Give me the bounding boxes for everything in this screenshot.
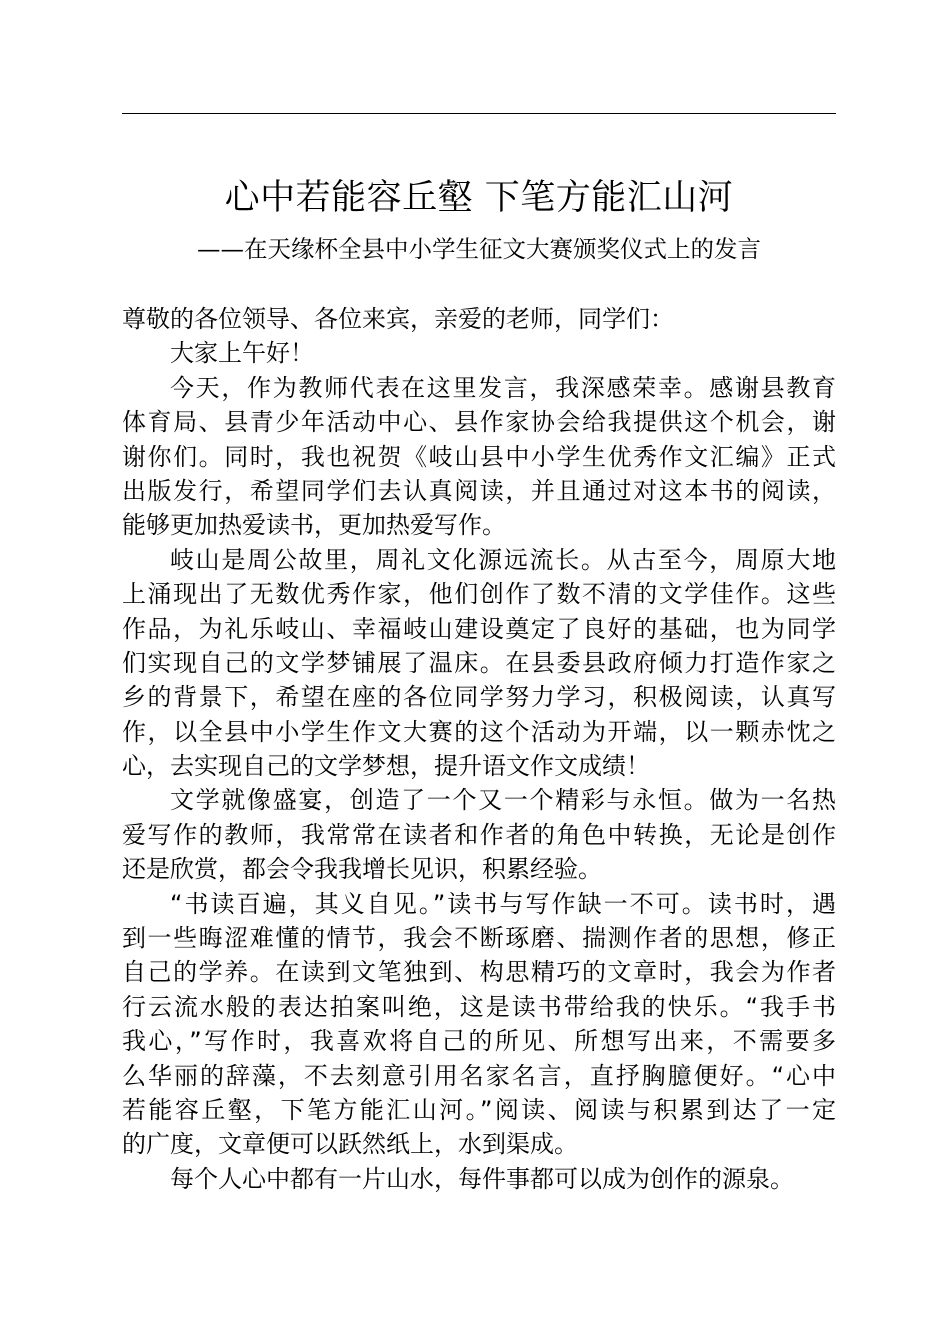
paragraph-line: 文学就像盛宴，创造了一个又一个精彩与永恒。做为一名热 bbox=[170, 786, 836, 815]
paragraph-line: 还是欣赏，都会令我我增长见识，积累经验。 bbox=[122, 855, 602, 884]
document-body bbox=[122, 302, 836, 1196]
paragraph-line: 我心，”写作时，我喜欢将自己的所见、所想写出来，不需要多 bbox=[122, 1027, 836, 1056]
document-title: 心中若能容丘壑 下笔方能汇山河 bbox=[224, 178, 734, 218]
paragraph-line: 自己的学养。在读到文笔独到、构思精巧的文章时，我会为作者 bbox=[122, 958, 836, 987]
paragraph-line: 上涌现出了无数优秀作家，他们创作了数不清的文学佳作。这些 bbox=[122, 580, 836, 609]
paragraph-line: 爱写作的教师，我常常在读者和作者的角色中转换，无论是创作 bbox=[122, 820, 836, 849]
paragraph-line: 出版发行，希望同学们去认真阅读，并且通过对这本书的阅读， bbox=[122, 476, 836, 505]
paragraph-line: 岐山是周公故里，周礼文化源远流长。从古至今，周原大地 bbox=[170, 545, 836, 574]
paragraph-line: 每个人心中都有一片山水，每件事都可以成为创作的源泉。 bbox=[170, 1164, 794, 1193]
document-subtitle: ——在天缘杯全县中小学生征文大赛颁奖仪式上的发言 bbox=[197, 235, 761, 263]
paragraph-line: 的广度，文章便可以跃然纸上，水到渠成。 bbox=[122, 1130, 578, 1159]
greeting-line: 大家上午好！ bbox=[170, 339, 314, 368]
paragraph-line: 能够更加热爱读书，更加热爱写作。 bbox=[122, 511, 506, 540]
header-rule bbox=[122, 113, 836, 114]
paragraph-line: 到一些晦涩难懂的情节，我会不断琢磨、揣测作者的思想，修正 bbox=[122, 924, 836, 953]
paragraph-line: 心，去实现自己的文学梦想，提升语文作文成绩！ bbox=[122, 752, 650, 781]
paragraph-line: 若能容丘壑，下笔方能汇山河。”阅读、阅读与积累到达了一定 bbox=[122, 1095, 836, 1124]
paragraph-line: 作，以全县中小学生作文大赛的这个活动为开端，以一颗赤忱之 bbox=[122, 717, 836, 746]
paragraph-line: 谢你们。同时，我也祝贺《岐山县中小学生优秀作文汇编》正式 bbox=[122, 442, 836, 471]
paragraph-line: 行云流水般的表达拍案叫绝，这是读书带给我的快乐。“我手书 bbox=[122, 992, 836, 1021]
paragraph-line: “书读百遍，其义自见。”读书与写作缺一不可。读书时，遇 bbox=[170, 889, 836, 918]
salutation-line: 尊敬的各位领导、各位来宾，亲爱的老师，同学们： bbox=[122, 305, 674, 333]
paragraph-line: 们实现自己的文学梦铺展了温床。在县委县政府倾力打造作家之 bbox=[122, 648, 836, 677]
paragraph-line: 体育局、县青少年活动中心、县作家协会给我提供这个机会，谢 bbox=[122, 408, 836, 437]
paragraph-line: 作品，为礼乐岐山、幸福岐山建设奠定了良好的基础，也为同学 bbox=[122, 614, 836, 643]
paragraph-line: 乡的背景下，希望在座的各位同学努力学习，积极阅读，认真写 bbox=[122, 683, 836, 712]
paragraph-line: 么华丽的辞藻，不去刻意引用名家名言，直抒胸臆便好。“心中 bbox=[122, 1061, 836, 1090]
paragraph-line: 今天，作为教师代表在这里发言，我深感荣幸。感谢县教育 bbox=[170, 373, 836, 402]
